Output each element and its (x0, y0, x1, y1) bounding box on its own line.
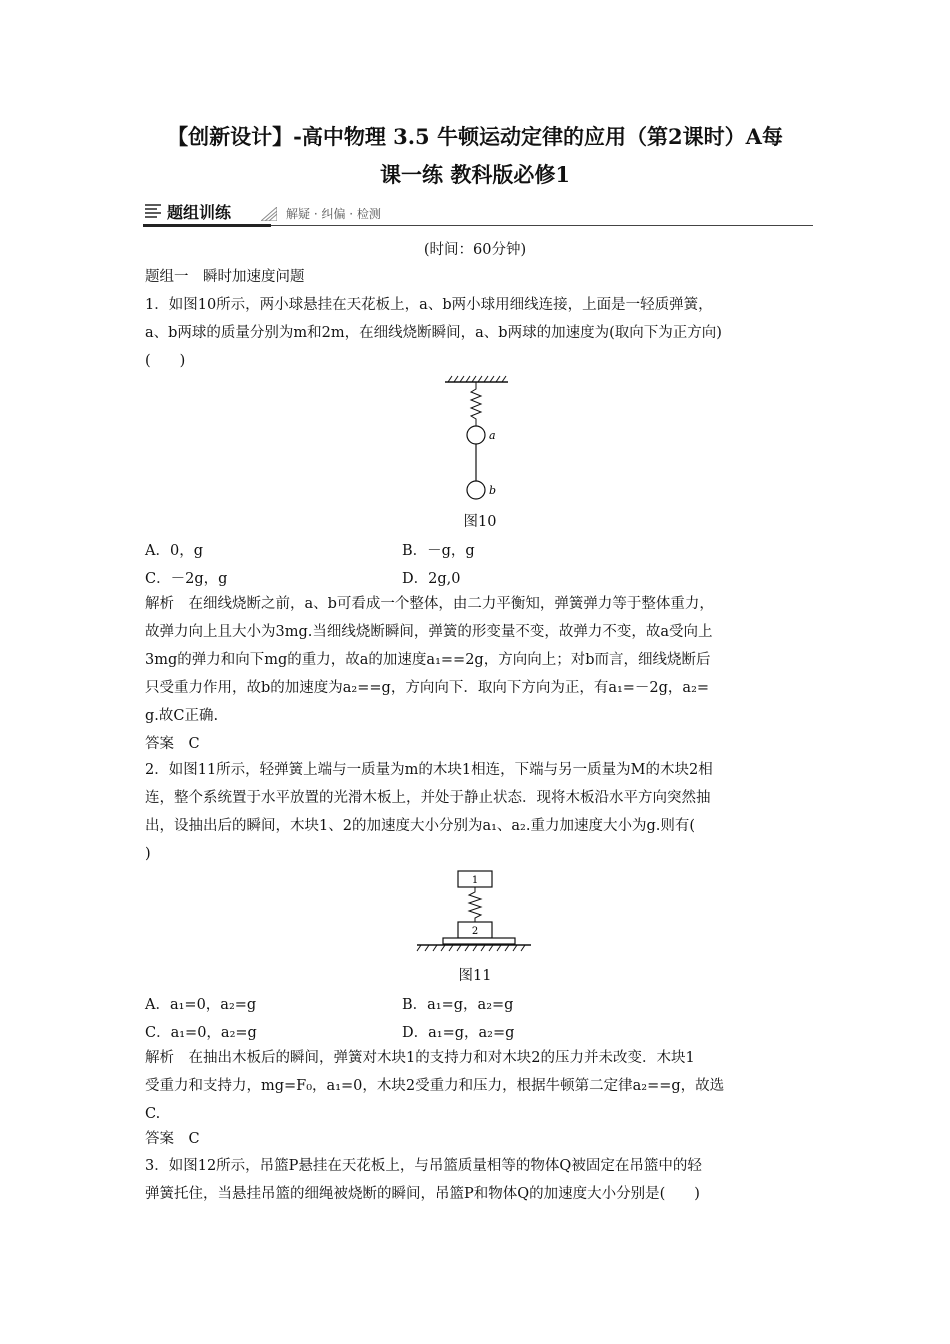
q2-option-a: A．a₁=0，a₂=g (145, 997, 257, 1013)
figure-10-caption: 图10 (463, 514, 497, 530)
figure-10 (430, 375, 520, 505)
group-heading: 题组一 瞬时加速度问题 (145, 269, 305, 285)
q1-line-1: 1．如图10所示，两小球悬挂在天花板上，a、b两小球用细线连接，上面是一轻质弹簧， (145, 297, 713, 313)
banner-subtitle: 解疑 · 纠偏 · 检测 (286, 207, 381, 221)
q2-answer: 答案 C (145, 1131, 200, 1147)
q3-line-1: 3．如图12所示，吊篮P悬挂在天花板上，与吊篮质量相等的物体Q被固定在吊篮中的轻 (145, 1158, 702, 1174)
q2-line-4: ) (145, 846, 151, 862)
q2-line-2: 连，整个系统置于水平放置的光滑木板上，并处于静止状态．现将木板沿水平方向突然抽 (145, 790, 711, 806)
figure-11 (415, 868, 535, 958)
q2-option-b: B．a₁=g，a₂=g (402, 997, 514, 1013)
q2-analysis-3: C. (145, 1106, 161, 1122)
q2-analysis-2: 受重力和支持力，mg=F₀，a₁=0，木块2受重力和压力，根据牛顿第二定律a₂==g，故选 (145, 1078, 725, 1094)
label-a: a (489, 429, 496, 442)
q2-line-3: 出，设抽出后的瞬间，木块1、2的加速度大小分别为a₁、a₂.重力加速度大小为g.则有( (145, 818, 696, 834)
q1-option-a: A．0，g (145, 543, 203, 559)
q1-line-2: a、b两球的质量分别为m和2m，在细线烧断瞬间，a、b两球的加速度为(取向下为正方向) (145, 325, 722, 341)
q1-analysis-5: g.故C正确. (145, 708, 219, 724)
document-title (140, 118, 810, 194)
q1-option-c: C．－2g，g (145, 571, 228, 587)
q2-option-c: C．a₁=0，a₂=g (145, 1025, 257, 1041)
banner-title: 题组训练 (167, 203, 232, 222)
banner-rule-thick (143, 224, 271, 227)
lines-icon (145, 203, 163, 219)
q2-option-d: D．a₁=g，a₂=g (402, 1025, 515, 1041)
figure-11-caption: 图11 (458, 968, 492, 984)
q2-line-1: 2．如图11所示，轻弹簧上端与一质量为m的木块1相连，下端与另一质量为M的木块2相 (145, 762, 713, 778)
ball-b (467, 481, 485, 499)
q1-answer: 答案 C (145, 736, 200, 752)
q2-analysis-1: 解析 在抽出木板后的瞬间，弹簧对木块1的支持力和对木块2的压力并未改变．木块1 (145, 1050, 695, 1066)
spring-icon (471, 382, 481, 426)
q1-analysis-3: 3mg的弹力和向下mg的重力，故a的加速度a₁==2g，方向向上；对b而言，细线烧断后 (145, 652, 711, 668)
time-limit: (时间：60分钟) (423, 242, 527, 258)
q1-option-d: D．2g,0 (402, 571, 461, 587)
title-line-1: 【创新设计】-高中物理 3.5 牛顿运动定律的应用（第2课时）A每 (167, 124, 783, 149)
q1-option-b: B．－g，g (402, 543, 475, 559)
q1-analysis-2: 故弹力向上且大小为3mg.当细线烧断瞬间，弹簧的形变量不变，故弹力不变，故a受向上 (145, 624, 713, 640)
spring-icon-2 (469, 887, 481, 922)
q1-analysis-1: 解析 在细线烧断之前，a、b可看成一个整体，由二力平衡知，弹簧弹力等于整体重力， (145, 596, 714, 612)
triangle-icon (261, 207, 277, 221)
section-banner (143, 200, 813, 226)
q1-line-3: ( ) (145, 353, 186, 369)
q3-line-2: 弹簧托住，当悬挂吊篮的细绳被烧断的瞬间，吊篮P和物体Q的加速度大小分别是( ) (145, 1186, 700, 1202)
block-1-label: 1 (471, 875, 479, 886)
board (443, 938, 515, 944)
label-b: b (489, 484, 497, 497)
q1-analysis-4: 只受重力作用，故b的加速度为a₂==g，方向向下．取向下方向为正，有a₁=－2g，a₂= (145, 680, 710, 696)
ball-a (467, 426, 485, 444)
title-line-2: 课一练 教科版必修1 (380, 162, 570, 187)
block-2-label: 2 (471, 926, 479, 937)
